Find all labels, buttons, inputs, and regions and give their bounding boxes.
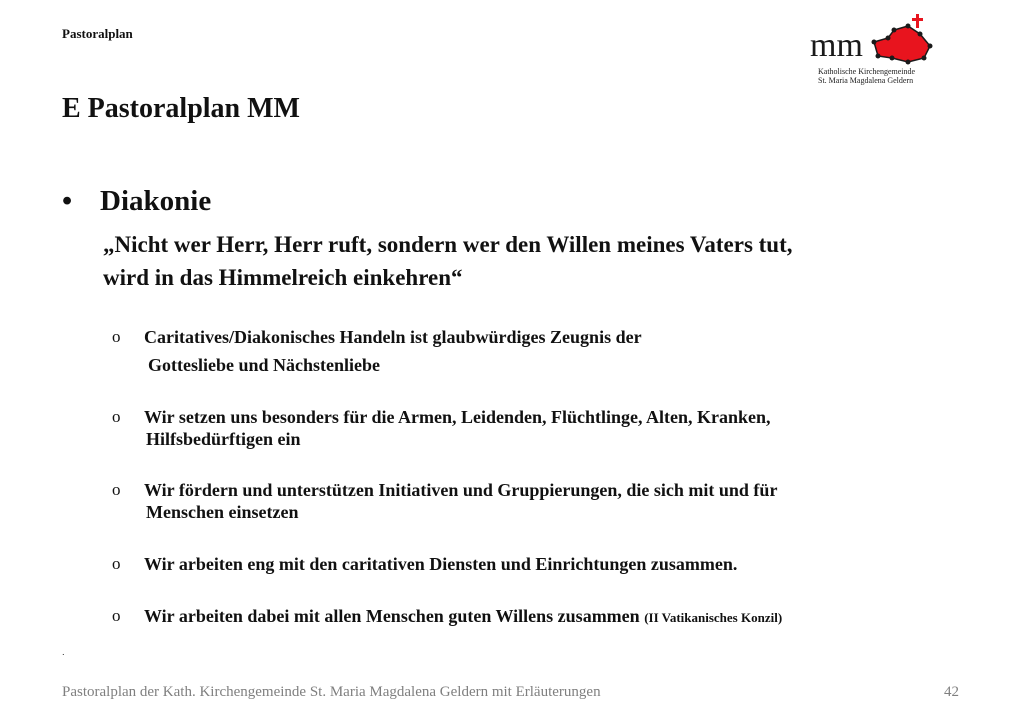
section-heading-row: [62, 185, 211, 218]
list-item: [112, 406, 972, 450]
logo-caption: [818, 67, 938, 85]
list-item: [112, 605, 972, 629]
item-text-cont: Menschen einsetzen: [146, 502, 299, 522]
bullet-icon: •: [62, 185, 73, 217]
list-item: [112, 553, 972, 575]
item-text: Wir arbeiten eng mit den caritativen Diensten und Einrichtungen zusammen.: [144, 554, 738, 574]
footer-text: Pastoralplan der Kath. Kirchengemeinde St. Maria Magdalena Geldern mit Erläuterungen: [62, 684, 601, 700]
item-list: [112, 326, 972, 629]
logo-mark-icon: [808, 12, 938, 72]
item-text-cont: Hilfsbedürftigen ein: [146, 429, 301, 449]
list-marker: o: [112, 606, 121, 625]
item-text-cont: Gottesliebe und Nächstenliebe: [148, 355, 380, 375]
parish-logo: [808, 12, 938, 84]
item-text: Wir setzen uns besonders für die Armen, Leidenden, Flüchtlinge, Alten, Kranken,: [144, 407, 771, 427]
quote-line-2: wird in das Himmelreich einkehren“: [103, 265, 463, 290]
item-text: Wir arbeiten dabei mit allen Menschen guten Willens zusammen: [144, 606, 640, 626]
stray-dot: .: [62, 648, 65, 657]
header-label: Pastoralplan: [62, 26, 133, 41]
list-marker: o: [112, 407, 121, 426]
page-title: E Pastoralplan MM: [62, 93, 300, 124]
logo-church-shape: [874, 26, 930, 62]
list-item: [112, 326, 972, 376]
logo-letters: mm: [810, 27, 863, 64]
item-text: Caritatives/Diakonisches Handeln ist glaubwürdiges Zeugnis der: [144, 327, 642, 347]
section-heading: Diakonie: [100, 185, 212, 217]
list-marker: o: [112, 327, 121, 346]
logo-caption-line1: Katholische Kirchengemeinde: [818, 67, 916, 76]
list-marker: o: [112, 554, 121, 573]
page-number: 42: [944, 684, 959, 700]
quote-line-1: „Nicht wer Herr, Herr ruft, sondern wer den Willen meines Vaters tut,: [103, 232, 793, 257]
list-marker: o: [112, 480, 121, 499]
bible-quote: [103, 228, 983, 294]
list-item: [112, 479, 972, 523]
item-text: Wir fördern und unterstützen Initiativen und Gruppierungen, die sich mit und für: [144, 480, 778, 500]
logo-caption-line2: St. Maria Magdalena Geldern: [818, 76, 914, 85]
item-note: (II Vatikanisches Konzil): [644, 610, 783, 625]
